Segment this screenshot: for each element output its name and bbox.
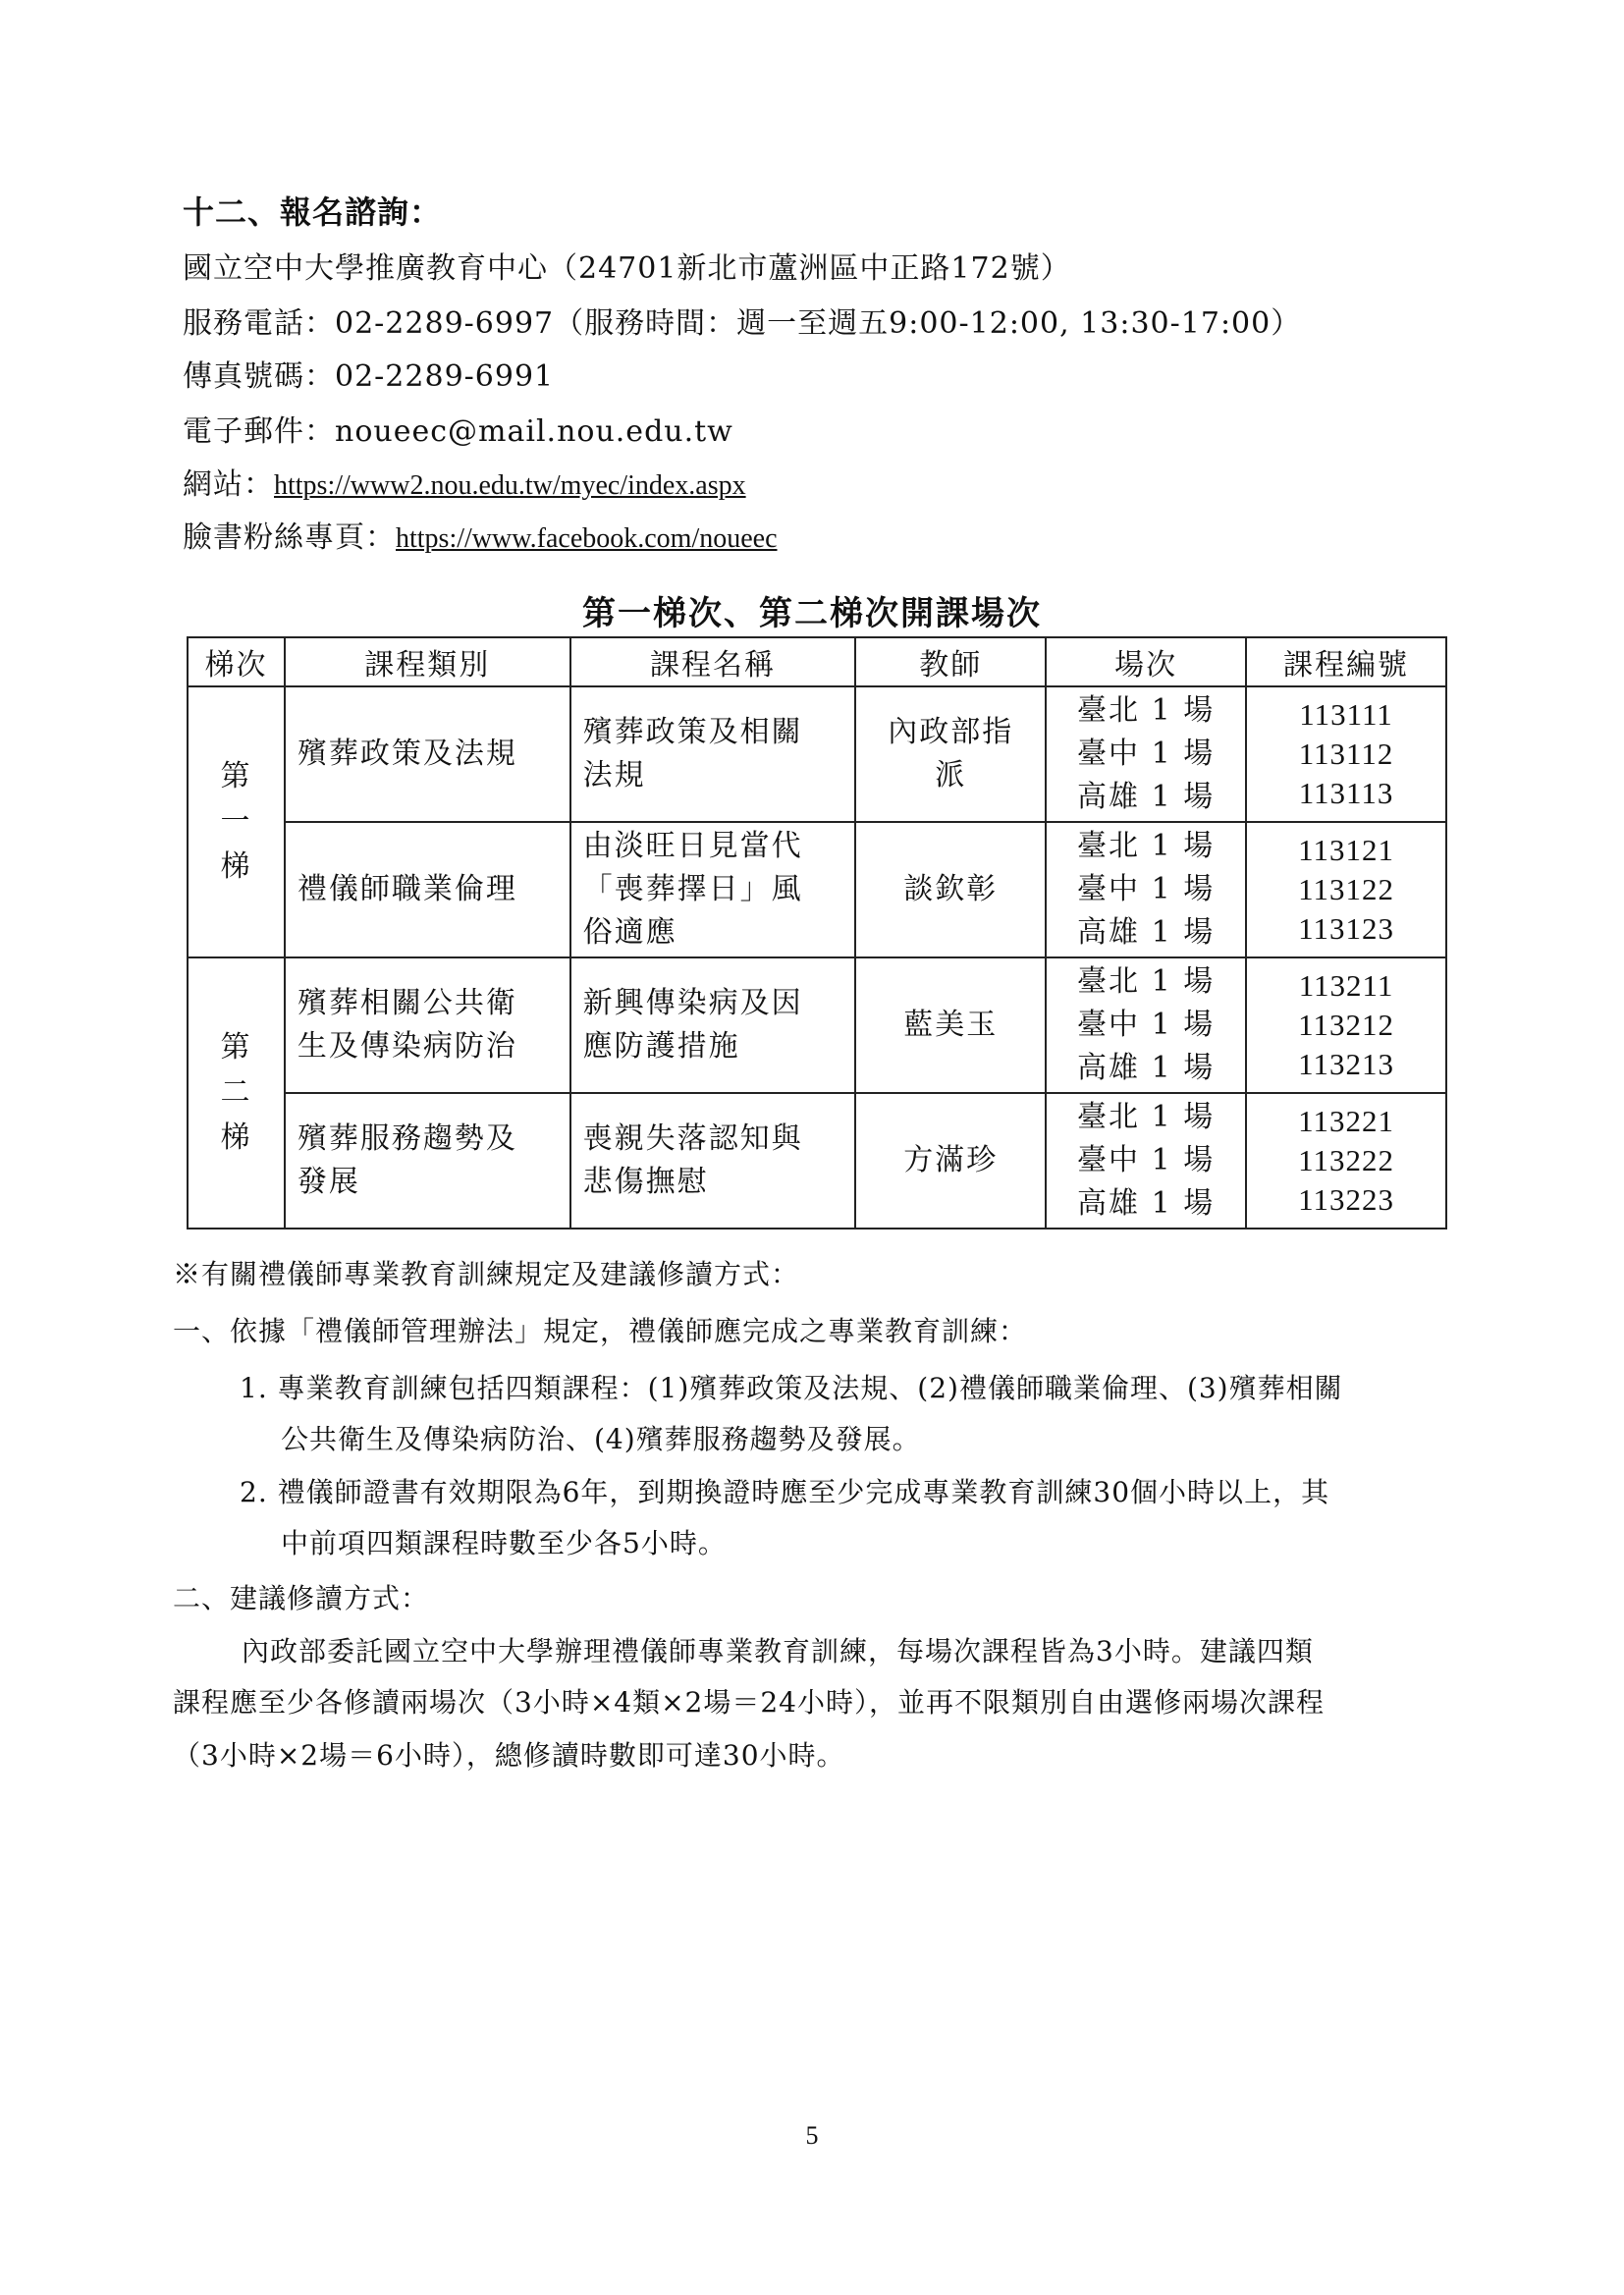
course-teacher: 談欽彰 xyxy=(855,822,1046,957)
website-link[interactable]: https://www2.nou.edu.tw/myec/index.aspx xyxy=(274,470,746,501)
course-name: 喪親失落認知與 悲傷撫慰 xyxy=(570,1093,856,1229)
course-teacher: 方滿珍 xyxy=(855,1093,1046,1229)
table-row xyxy=(188,686,1446,822)
facebook-line xyxy=(183,519,778,559)
table-row xyxy=(188,1093,1446,1229)
course-category: 禮儀師職業倫理 xyxy=(285,822,570,957)
course-codes: 113211 113212 113213 xyxy=(1246,957,1446,1093)
website-label: 網站： xyxy=(183,467,274,502)
notes-item1-sub1-line1: 1. 專業教育訓練包括四類課程：(1)殯葬政策及法規、(2)禮儀師職業倫理、(3)殯葬相關 xyxy=(240,1372,1343,1404)
notes-item2-title: 二、建議修讀方式： xyxy=(173,1582,430,1614)
course-sites: 臺北 1 場 臺中 1 場 高雄 1 場 xyxy=(1046,957,1246,1093)
course-teacher: 藍美玉 xyxy=(855,957,1046,1093)
header-course-name: 課程名稱 xyxy=(570,637,856,686)
fax-line: 傳真號碼：02-2289-6991 xyxy=(183,359,555,394)
course-table xyxy=(187,636,1447,1229)
phone-line: 服務電話：02-2289-6997（服務時間：週一至週五9:00-12:00, 13:30-17:00） xyxy=(183,306,1302,341)
course-codes: 113111 113112 113113 xyxy=(1246,686,1446,822)
notes-item2-paragraph-line3: （3小時×2場＝6小時），總修讀時數即可達30小時。 xyxy=(173,1739,845,1772)
course-sites: 臺北 1 場 臺中 1 場 高雄 1 場 xyxy=(1046,686,1246,822)
table-title: 第一梯次、第二梯次開課場次 xyxy=(582,594,1042,633)
course-codes: 113121 113122 113123 xyxy=(1246,822,1446,957)
table-header-row xyxy=(188,637,1446,686)
course-teacher: 內政部指 派 xyxy=(855,686,1046,822)
header-sites: 場次 xyxy=(1046,637,1246,686)
course-sites: 臺北 1 場 臺中 1 場 高雄 1 場 xyxy=(1046,1093,1246,1229)
notes-item1-sub2-line2: 中前項四類課程時數至少各5小時。 xyxy=(281,1527,727,1559)
email-line: 電子郵件：noueec@mail.nou.edu.tw xyxy=(183,414,733,449)
course-category: 殯葬相關公共衛 生及傳染病防治 xyxy=(285,957,570,1093)
page-number: 5 xyxy=(805,2121,819,2150)
course-category: 殯葬政策及法規 xyxy=(285,686,570,822)
header-course-code: 課程編號 xyxy=(1246,637,1446,686)
notes-item1-title: 一、依據「禮儀師管理辦法」規定，禮儀師應完成之專業教育訓練： xyxy=(173,1315,1028,1347)
course-name: 殯葬政策及相關 法規 xyxy=(570,686,856,822)
facebook-label: 臉書粉絲專頁： xyxy=(183,520,396,555)
course-name: 由淡旺日見當代 「喪葬擇日」風 俗適應 xyxy=(570,822,856,957)
course-sites: 臺北 1 場 臺中 1 場 高雄 1 場 xyxy=(1046,822,1246,957)
table-row xyxy=(188,957,1446,1093)
header-teacher: 教師 xyxy=(855,637,1046,686)
org-address: 國立空中大學推廣教育中心（24701新北市蘆洲區中正路172號） xyxy=(183,251,1071,286)
website-line xyxy=(183,465,746,506)
course-name: 新興傳染病及因 應防護措施 xyxy=(570,957,856,1093)
header-category: 課程類別 xyxy=(285,637,570,686)
tier-label-1: 第 一 梯 xyxy=(188,686,285,957)
facebook-link[interactable]: https://www.facebook.com/noueec xyxy=(396,523,778,554)
notes-item2-paragraph-line2: 課程應至少各修讀兩場次（3小時×4類×2場＝24小時），並再不限類別自由選修兩場次課程 xyxy=(173,1686,1325,1719)
course-codes: 113221 113222 113223 xyxy=(1246,1093,1446,1229)
course-category: 殯葬服務趨勢及 發展 xyxy=(285,1093,570,1229)
notes-intro: ※有關禮儀師專業教育訓練規定及建議修讀方式： xyxy=(173,1258,800,1290)
table-row xyxy=(188,822,1446,957)
tier-label-2: 第 二 梯 xyxy=(188,957,285,1229)
header-tier: 梯次 xyxy=(188,637,285,686)
notes-item1-sub1-line2: 公共衛生及傳染病防治、(4)殯葬服務趨勢及發展。 xyxy=(281,1423,921,1455)
section-heading: 十二、報名諮詢： xyxy=(183,193,443,231)
notes-item2-paragraph-line1: 內政部委託國立空中大學辦理禮儀師專業教育訓練，每場次課程皆為3小時。建議四類 xyxy=(242,1635,1314,1667)
notes-item1-sub2-line1: 2. 禮儀師證書有效期限為6年，到期換證時應至少完成專業教育訓練30個小時以上，其 xyxy=(240,1476,1330,1508)
